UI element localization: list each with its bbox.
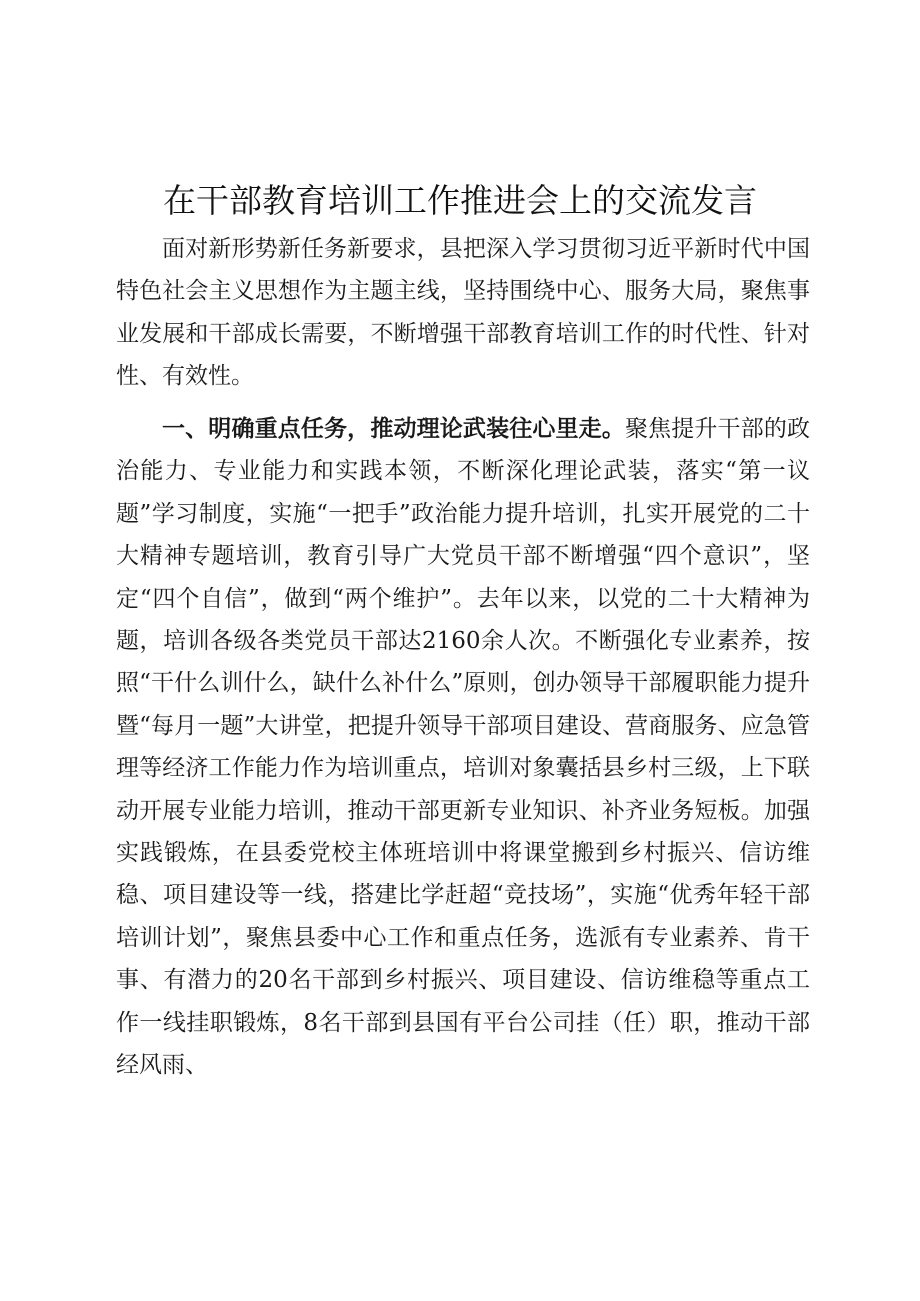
paragraph-section-one: [116, 408, 810, 1087]
section-one-body: 聚焦提升干部的政治能力、专业能力和实践本领，不断深化理论武装，落实“第一议题”学习制度，实施“一把手”政治能力提升培训，扎实开展党的二十大精神专题培训，教育引导广大党员干部不断增强“四个意识”，坚定“四个自信”，做到“两个维护”。去年以来，以党的二十大精神为题，培训各级各类党员干部达2160余人次。不断强化专业素养，按照“干什么训什么，缺什么补什么”原则，创办领导干部履职能力提升暨“每月一题”大讲堂，把提升领导干部项目建设、营商服务、应急管理等经济工作能力作为培训重点，培训对象囊括县乡村三级，上下联动开展专业能力培训，推动干部更新专业知识、补齐业务短板。加强实践锻炼，在县委党校主体班培训中将课堂搬到乡村振兴、信访维稳、项目建设等一线，搭建比学赶超“竞技场”，实施“优秀年轻干部培训计划”，聚焦县委中心工作和重点任务，选派有专业素养、肯干事、有潜力的20名干部到乡村振兴、项目建设、信访维稳等重点工作一线挂职锻炼，8名干部到县国有平台公司挂（任）职，推动干部经风雨、: [116, 416, 811, 1079]
section-one-heading: 一、明确重点任务，推动理论武装往心里走。: [162, 416, 625, 442]
document-title: 在干部教育培训工作推进会上的交流发言: [163, 181, 757, 220]
paragraph-intro: 面对新形势新任务新要求，县把深入学习贯彻习近平新时代中国特色社会主义思想作为主题主线，坚持围绕中心、服务大局，聚焦事业发展和干部成长需要，不断增强干部教育培训工作的时代性、针对性、有效性。: [116, 236, 810, 390]
